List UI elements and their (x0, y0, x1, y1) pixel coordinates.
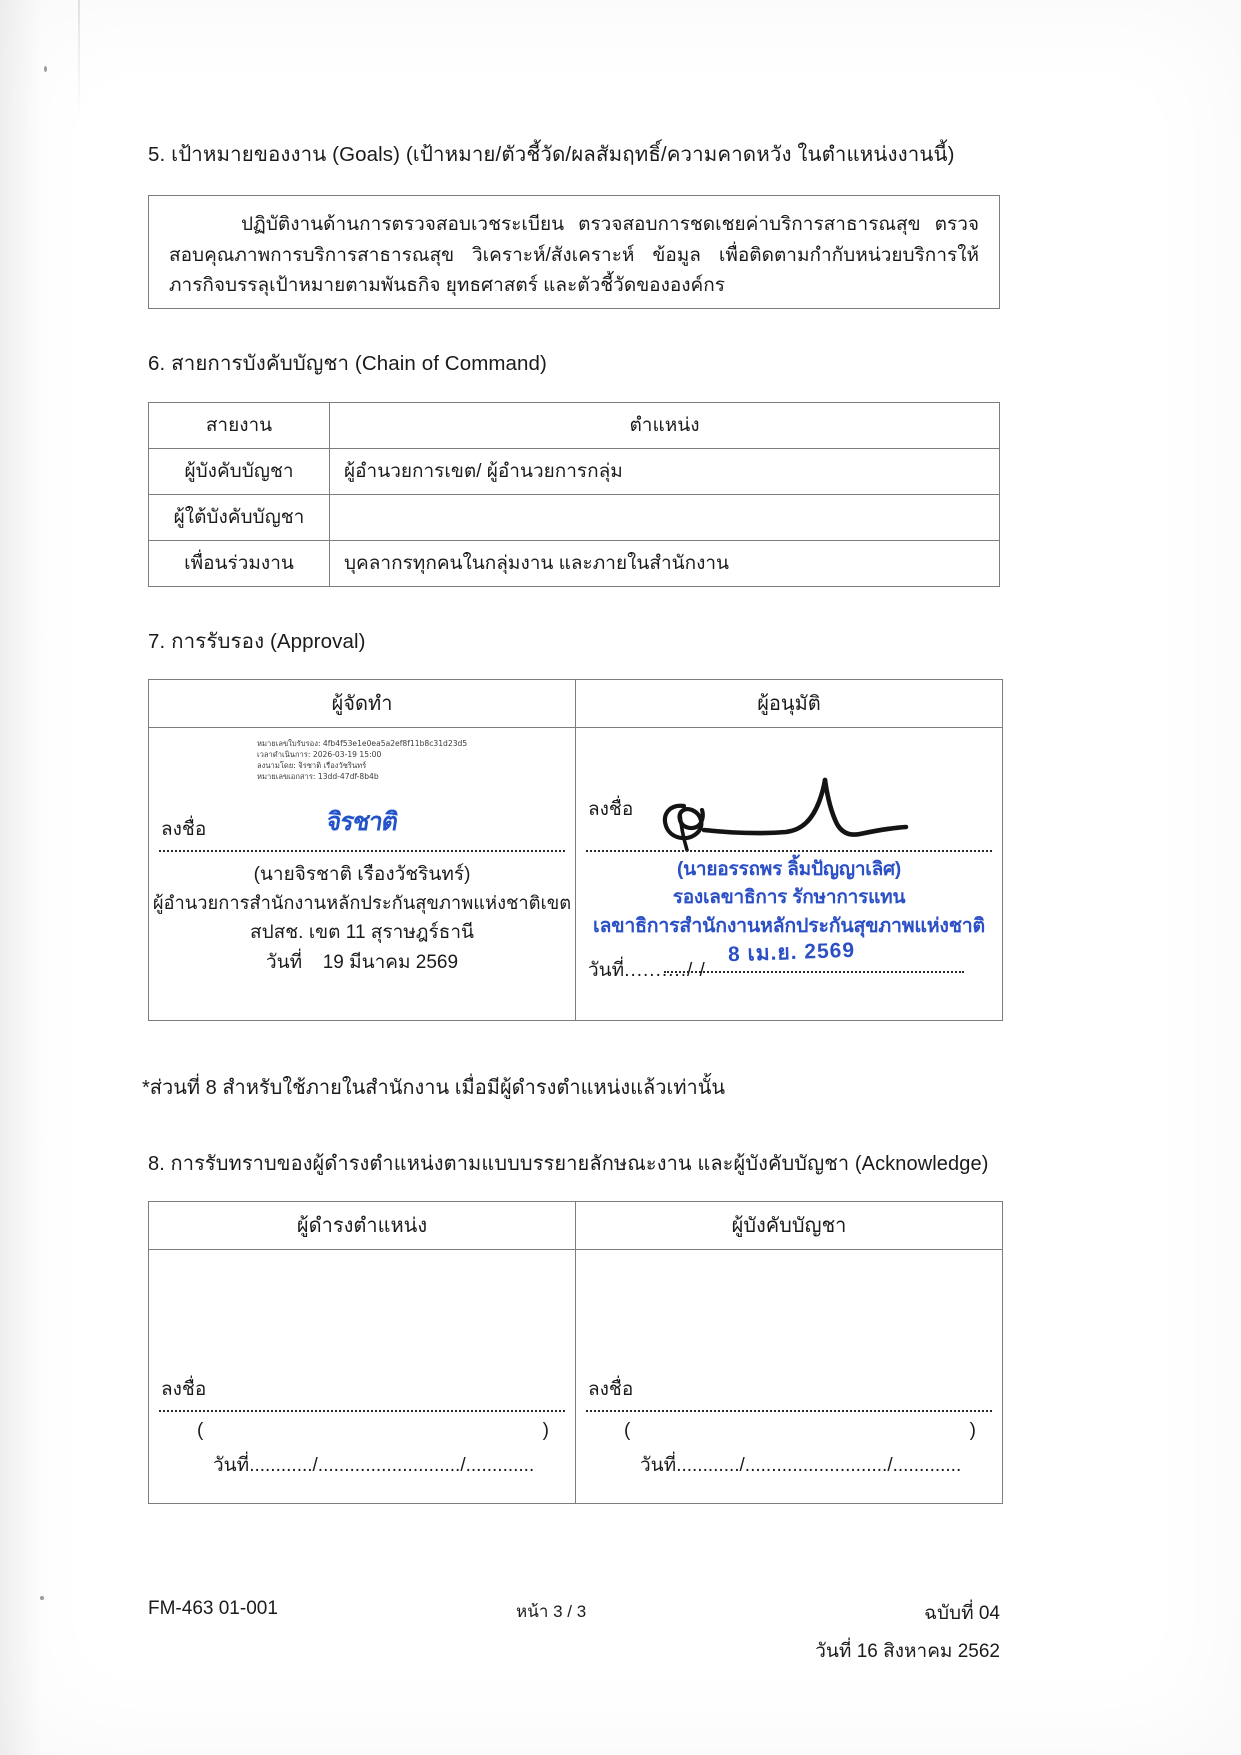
preparer-name: (นายจิรชาติ เรืองวัชรินทร์) (253, 864, 471, 886)
goals-section-heading: 5. เป้าหมายของงาน (Goals) (เป้าหมาย/ตัวชี้วัด/ผลสัมฤทธิ์/ความคาดหวัง ในตำแหน่งงานนี้) (148, 143, 955, 166)
approver-date-stamp: 8 เม.ย. 2569 (727, 939, 856, 967)
approver-date-row (588, 955, 706, 985)
acknowledge-holder-cell (149, 1202, 576, 1504)
approver-column-title: ผู้อนุมัติ (576, 680, 1002, 728)
approver-role-line-2: เลขาธิการสำนักงานหลักประกันสุขภาพแห่งชาติ (593, 915, 985, 938)
approver-signature-area (576, 728, 1002, 1020)
footer-revision: ฉบับที่ 04 (924, 1603, 1000, 1624)
preparer-date-label: วันที่ (265, 952, 303, 974)
document-content (142, 0, 1000, 1504)
preparer-handwritten-signature: จิรชาติ (324, 807, 400, 837)
acknowledge-table (148, 1201, 1003, 1504)
approval-table (148, 679, 1003, 1021)
digisig-certificate-number: หมายเลขใบรับรอง: 4fb4f53e1e0ea5a2ef8f11b8c31d23d5 (257, 739, 468, 749)
approval-preparer-cell (149, 680, 576, 1021)
approval-header-row (149, 680, 1003, 1021)
acknowledge-supervisor-body (576, 1250, 1002, 1503)
acknowledge-holder-paren-open: ( (197, 1420, 204, 1442)
scan-speck (40, 1596, 44, 1600)
footer-page-number: หน้า 3 / 3 (516, 1602, 587, 1621)
preparer-title-line-1: ผู้อำนวยการสำนักงานหลักประกันสุขภาพแห่งชาติเขต (152, 892, 572, 914)
preparer-column-title: ผู้จัดทำ (149, 680, 575, 728)
row-label-supervisor: ผู้บังคับบัญชา (149, 448, 330, 494)
acknowledge-supervisor-sign-label[interactable]: ลงชื่อ (588, 1379, 634, 1401)
acknowledge-header-row (149, 1202, 1003, 1504)
internal-use-note: *ส่วนที่ 8 สำหรับใช้ภายในสำนักงาน เมื่อมีผู้ดำรงตำแหน่งแล้วเท่านั้น (142, 1077, 726, 1100)
digital-signature-block (257, 739, 467, 782)
scan-fold-mark (78, 0, 80, 120)
goals-body-text: ปฏิบัติงานด้านการตรวจสอบเวชระเบียน ตรวจสอบการชดเชยค่าบริการสาธารณสุข ตรวจสอบคุณภาพการบริการสาธารณสุข วิเคราะห์/สังเคราะห์ ข้อมูล เพื่อติดตามกำกับหน่วยบริการให้ภารกิจบรรลุเป้าหมายตามพันธกิจ ยุทธศาสตร์ และตัวชี้วัดขององค์กร (169, 213, 979, 297)
row-value-subordinate (330, 494, 1000, 540)
footer-revision-date: วันที่ 16 สิงหาคม 2562 (815, 1641, 1000, 1662)
approver-signature-dotted-line (586, 850, 992, 852)
approver-date-dots: .......... (624, 960, 687, 982)
digisig-document-number: หมายเลขเอกสาร: 13dd-47df-8b4b (257, 771, 379, 781)
acknowledge-holder-paren-close: ) (542, 1420, 549, 1442)
row-value-colleague: บุคลากรทุกคนในกลุ่มงาน และภายในสำนักงาน (330, 540, 1000, 586)
column-header-position: ตำแหน่ง (330, 402, 1000, 448)
acknowledge-supervisor-date-row[interactable] (640, 1450, 961, 1480)
footer-row-secondary (148, 1636, 1000, 1666)
column-header-line: สายงาน (149, 402, 330, 448)
approver-sign-label: ลงชื่อ (588, 799, 634, 821)
approver-role-line-1: รองเลขาธิการ รักษาการแทน (672, 887, 906, 909)
table-row (149, 494, 1000, 540)
footer-row-primary (148, 1598, 1000, 1628)
digisig-timestamp: เวลาดำเนินการ: 2026-03-19 15:00 (257, 750, 382, 760)
preparer-date-value: 19 มีนาคม 2569 (322, 952, 459, 974)
approver-date-slashes: / / (686, 960, 706, 982)
approver-handwritten-signature (654, 770, 924, 856)
approver-name: (นายอรรถพร ลิ้มปัญญาเลิศ) (676, 859, 902, 881)
approval-approver-cell (576, 680, 1003, 1021)
preparer-sign-label: ลงชื่อ (161, 819, 207, 841)
goals-box (148, 195, 1000, 309)
table-header-row (149, 402, 1000, 448)
acknowledge-supervisor-signature-line[interactable] (586, 1410, 992, 1412)
row-label-subordinate: ผู้ใต้บังคับบัญชา (149, 494, 330, 540)
acknowledge-holder-signature-line[interactable] (159, 1410, 565, 1412)
digisig-signer: ลงนามโดย: จิรชาติ เรืองวัชรินทร์ (257, 760, 367, 770)
acknowledge-holder-date-blank: ............/.........................../............. (249, 1455, 535, 1477)
row-value-supervisor: ผู้อำนวยการเขต/ ผู้อำนวยการกลุ่ม (330, 448, 1000, 494)
acknowledge-supervisor-cell (576, 1202, 1003, 1504)
acknowledge-supervisor-date-label: วันที่ (640, 1455, 677, 1477)
acknowledge-holder-date-label: วันที่ (213, 1455, 250, 1477)
preparer-date-row (149, 949, 575, 977)
approver-date-label: วันที่ (588, 960, 625, 982)
acknowledge-holder-body (149, 1250, 575, 1503)
acknowledge-supervisor-paren-open: ( (624, 1420, 631, 1442)
preparer-signature-dotted-line (159, 850, 565, 852)
acknowledge-holder-date-row[interactable] (213, 1450, 534, 1480)
footer-form-code: FM-463 01-001 (148, 1598, 278, 1619)
acknowledge-holder-sign-label[interactable]: ลงชื่อ (161, 1379, 207, 1401)
document-footer (148, 1598, 1000, 1666)
acknowledge-holder-column-title: ผู้ดำรงตำแหน่ง (149, 1202, 575, 1250)
chain-of-command-table (148, 402, 1000, 587)
approval-heading: 7. การรับรอง (Approval) (148, 629, 366, 653)
approver-date-dotted-fill (664, 971, 964, 973)
table-row (149, 540, 1000, 586)
table-row (149, 448, 1000, 494)
row-label-colleague: เพื่อนร่วมงาน (149, 540, 330, 586)
scan-speck (44, 66, 47, 72)
preparer-title-line-2: สปสช. เขต 11 สุราษฎร์ธานี (249, 922, 475, 944)
acknowledge-heading: 8. การรับทราบของผู้ดำรงตำแหน่งตามแบบบรรยายลักษณะงาน และผู้บังคับบัญชา (Acknowledge) (148, 1153, 989, 1176)
acknowledge-supervisor-column-title: ผู้บังคับบัญชา (576, 1202, 1002, 1250)
acknowledge-supervisor-paren-close: ) (969, 1420, 976, 1442)
chain-of-command-heading: 6. สายการบังคับบัญชา (Chain of Command) (148, 351, 547, 375)
scan-edge-shadow (0, 0, 60, 1755)
preparer-signature-area (149, 728, 575, 1020)
acknowledge-supervisor-date-blank: ............/.........................../............. (676, 1455, 962, 1477)
